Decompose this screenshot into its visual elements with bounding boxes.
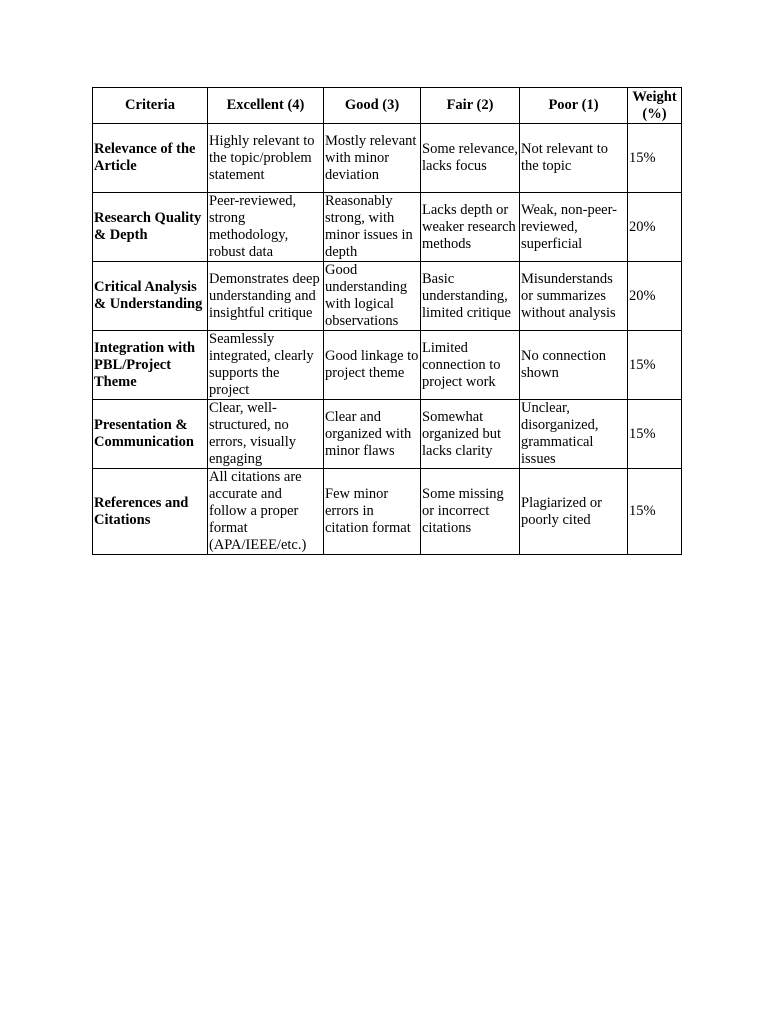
- excellent-cell: Clear, well-structured, no errors, visually engaging: [208, 400, 324, 469]
- poor-cell: Not relevant to the topic: [520, 124, 628, 193]
- poor-cell: Unclear, disorganized, grammatical issues: [520, 400, 628, 469]
- excellent-cell: All citations are accurate and follow a proper format (APA/IEEE/etc.): [208, 469, 324, 555]
- good-cell: Few minor errors in citation format: [324, 469, 421, 555]
- good-cell: Good understanding with logical observations: [324, 262, 421, 331]
- good-cell: Mostly relevant with minor deviation: [324, 124, 421, 193]
- header-excellent: Excellent (4): [208, 88, 324, 124]
- fair-cell: Some relevance, lacks focus: [421, 124, 520, 193]
- weight-cell: 20%: [628, 262, 682, 331]
- table-row: [93, 124, 682, 193]
- header-row: [93, 88, 682, 124]
- table-row: [93, 469, 682, 555]
- weight-cell: 15%: [628, 124, 682, 193]
- criteria-cell: Critical Analysis & Understanding: [93, 262, 208, 331]
- table-row: [93, 331, 682, 400]
- fair-cell: Limited connection to project work: [421, 331, 520, 400]
- fair-cell: Basic understanding, limited critique: [421, 262, 520, 331]
- weight-cell: 20%: [628, 193, 682, 262]
- table-row: [93, 400, 682, 469]
- header-weight: Weight (%): [628, 88, 682, 124]
- poor-cell: Plagiarized or poorly cited: [520, 469, 628, 555]
- rubric-table: [92, 87, 682, 555]
- header-good: Good (3): [324, 88, 421, 124]
- weight-cell: 15%: [628, 400, 682, 469]
- header-poor: Poor (1): [520, 88, 628, 124]
- good-cell: Reasonably strong, with minor issues in depth: [324, 193, 421, 262]
- fair-cell: Some missing or incorrect citations: [421, 469, 520, 555]
- criteria-cell: Relevance of the Article: [93, 124, 208, 193]
- table-row: [93, 193, 682, 262]
- poor-cell: Misunderstands or summarizes without analysis: [520, 262, 628, 331]
- criteria-cell: Presentation & Communication: [93, 400, 208, 469]
- header-fair: Fair (2): [421, 88, 520, 124]
- weight-cell: 15%: [628, 469, 682, 555]
- excellent-cell: Demonstrates deep understanding and insightful critique: [208, 262, 324, 331]
- weight-cell: 15%: [628, 331, 682, 400]
- excellent-cell: Seamlessly integrated, clearly supports the project: [208, 331, 324, 400]
- poor-cell: No connection shown: [520, 331, 628, 400]
- table-row: [93, 262, 682, 331]
- good-cell: Clear and organized with minor flaws: [324, 400, 421, 469]
- good-cell: Good linkage to project theme: [324, 331, 421, 400]
- excellent-cell: Peer-reviewed, strong methodology, robust data: [208, 193, 324, 262]
- criteria-cell: References and Citations: [93, 469, 208, 555]
- excellent-cell: Highly relevant to the topic/problem statement: [208, 124, 324, 193]
- criteria-cell: Integration with PBL/Project Theme: [93, 331, 208, 400]
- poor-cell: Weak, non-peer-reviewed, superficial: [520, 193, 628, 262]
- fair-cell: Lacks depth or weaker research methods: [421, 193, 520, 262]
- criteria-cell: Research Quality & Depth: [93, 193, 208, 262]
- fair-cell: Somewhat organized but lacks clarity: [421, 400, 520, 469]
- header-criteria: Criteria: [93, 88, 208, 124]
